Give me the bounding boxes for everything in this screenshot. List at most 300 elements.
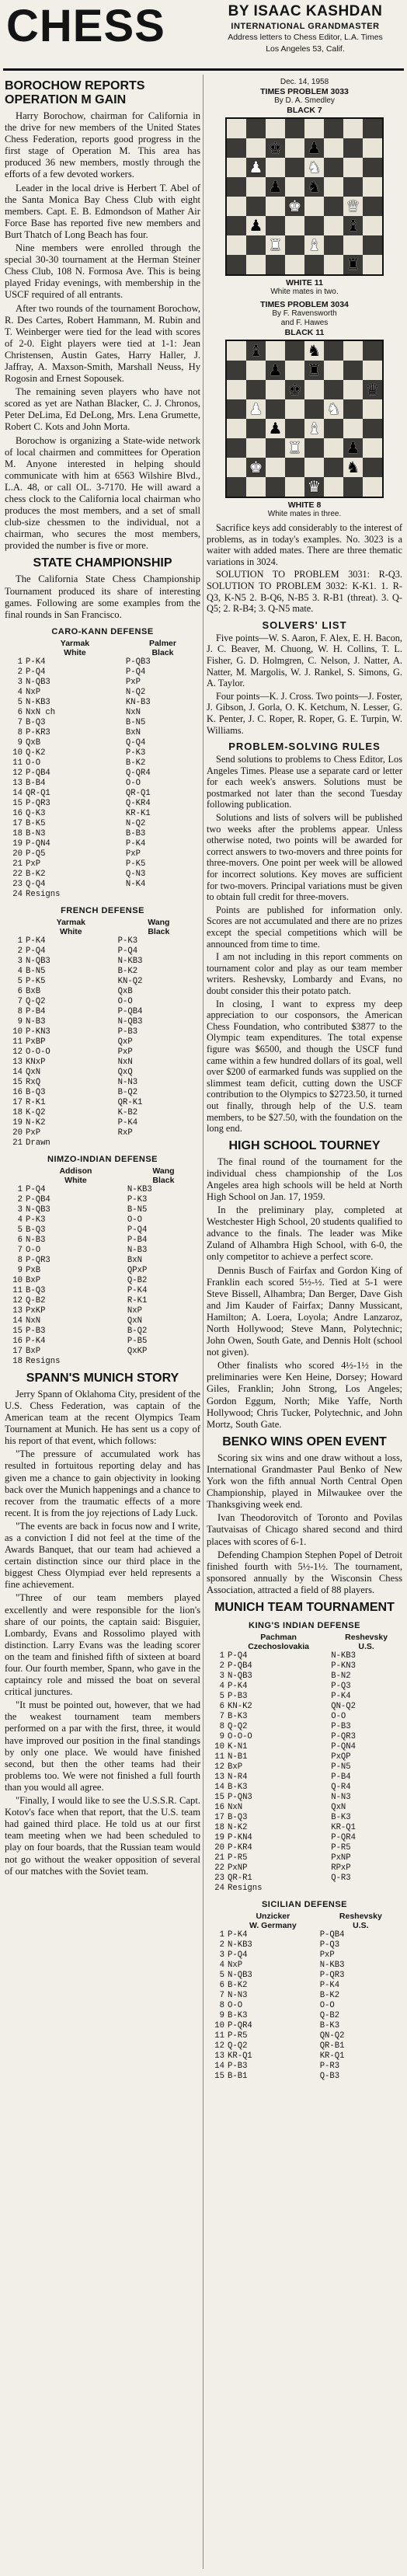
black-move: Q-KR4 (125, 798, 151, 808)
move-number: 12 (214, 2041, 224, 2051)
board-square (304, 458, 324, 477)
board-square (304, 419, 324, 438)
paragraph: In closing, I want to express my deep appreciation to our cosponsors, the American Chess Foundation, who contributed $3877 to the Olympic team expenditures. The total expense figure was $6500, and though the USCF fund came within a few hundred dollars of its goal, well over $200 of earmarked funds was supplied on the slimmest team deficit, cutting down the USCF contribution to the Olympics to $2723.50, it turned out finally, through help of the U.S. team members, to be $27.50, with the foundation on the long end. (207, 998, 402, 1135)
paragraph: Points are published for information only. Scores are not accumulated and there are no prizes except the special competitions which will be announced from time to time. (207, 904, 402, 950)
white-move: P-B3 (26, 1326, 46, 1336)
white-move: B-K2 (228, 1980, 248, 1990)
move-row (5, 987, 200, 997)
white-move: P-K4 (26, 1336, 46, 1346)
black-move (127, 1357, 200, 1367)
board-square (266, 177, 285, 197)
move-number: 11 (12, 758, 23, 768)
white-move: B-B1 (228, 2071, 248, 2081)
white-move: B-N5 (26, 966, 46, 976)
white-move: N-QB3 (26, 956, 50, 966)
move-number: 4 (17, 687, 23, 697)
board-square (304, 158, 324, 177)
players-row (207, 1912, 402, 1921)
move-row (5, 977, 200, 987)
board-square (246, 255, 266, 274)
black-move: P-K3 (127, 1194, 148, 1204)
black-move: B-N2 (331, 1671, 351, 1681)
board-square (343, 216, 363, 235)
white-move: N-K2 (26, 1117, 46, 1128)
white-move: NxP (26, 687, 41, 697)
white-move: P-Q4 (228, 1651, 248, 1661)
move-number: 8 (17, 1006, 23, 1016)
move-number: 20 (214, 1842, 224, 1853)
black-move: P-R3 (319, 2061, 340, 2071)
move-row (207, 1752, 402, 1762)
board-square (227, 138, 246, 158)
section-headline: SPANN'S MUNICH STORY (26, 1371, 179, 1385)
move-number-header (5, 1166, 25, 1176)
white-move: N-QB3 (26, 677, 50, 687)
board-square (266, 138, 285, 158)
board-square (266, 119, 285, 138)
white-move: P-K4 (26, 936, 46, 946)
paragraph: Other finalists who scored 4½-1½ in the preliminaries were Ken Heine, Dorsey; Howard Giles, Franklin; John Strong, Los Angeles; Gordon Eggum, North; Mike Yaffe, North Hollywood; Chris Tucker, Polytechnic, and John Mortz, South Gate. (207, 1360, 402, 1430)
black-move: B-K2 (319, 1990, 340, 2000)
move-row (5, 1225, 200, 1236)
black-move: P-R5 (331, 1842, 351, 1853)
board-square (266, 255, 285, 274)
white-move: P-B3 (228, 2061, 248, 2071)
board-square (304, 477, 324, 497)
board-square (285, 399, 304, 419)
black-move: P-Q3 (331, 1681, 351, 1691)
black-move: PxP (117, 1047, 133, 1057)
board-square (285, 438, 304, 458)
players-row (5, 1166, 200, 1176)
black-move: N-K4 (125, 879, 146, 889)
board-square (324, 399, 343, 419)
move-row (5, 1128, 200, 1138)
move-row (207, 2051, 402, 2062)
board-square (227, 438, 246, 458)
board-square (285, 458, 304, 477)
white-move: NxN ch (26, 707, 56, 717)
black-pawn-icon: ♟ (249, 216, 263, 235)
black-move: PxNP (331, 1853, 351, 1863)
black-move: QxN (331, 1802, 346, 1812)
white-move: K-N1 (228, 1741, 248, 1752)
player-name: White (64, 1175, 87, 1185)
black-move: N-N3 (331, 1792, 351, 1802)
board-square (343, 341, 363, 361)
black-move: PxQP (331, 1752, 351, 1762)
move-row (207, 1833, 402, 1843)
player-name: Pachman (260, 1632, 297, 1642)
move-row (207, 1793, 402, 1803)
white-move: P-QN3 (228, 1792, 252, 1802)
white-move: P-Q4 (26, 1184, 46, 1194)
black-pawn-icon: ♟ (307, 138, 322, 157)
move-number: 21 (12, 1138, 23, 1148)
players-row (207, 1921, 402, 1930)
white-move: K-Q2 (26, 1107, 46, 1117)
move-row (207, 1671, 402, 1682)
move-number: 16 (214, 1802, 224, 1812)
white-move: P-KN4 (228, 1832, 252, 1842)
move-row (5, 1316, 200, 1326)
move-number: 8 (219, 1721, 224, 1731)
player-name: Wang (148, 917, 170, 927)
byline-block (208, 3, 402, 54)
move-row (5, 698, 200, 708)
move-number: 10 (214, 1741, 224, 1752)
opening-name: FRENCH DEFENSE (61, 905, 144, 915)
white-move: B-Q3 (26, 1087, 46, 1097)
move-row (207, 2031, 402, 2041)
move-number: 19 (214, 1832, 224, 1842)
board-square (285, 255, 304, 274)
board-square (363, 138, 382, 158)
player-name: White (64, 647, 86, 657)
move-row (207, 2072, 402, 2082)
move-number: 6 (219, 1980, 224, 1990)
player-name: Black (152, 1175, 175, 1185)
opening-name: CARO-KANN DEFENSE (51, 626, 154, 636)
black-move: B-N5 (125, 717, 146, 727)
board-square (285, 419, 304, 438)
board-square (285, 158, 304, 177)
board-square (227, 419, 246, 438)
board-square (304, 361, 324, 380)
black-bishop-icon: ♝ (346, 216, 360, 235)
black-move: B-Q2 (117, 1087, 138, 1097)
player-name: Czechoslovakia (248, 1641, 309, 1651)
move-row (5, 1088, 200, 1098)
white-move: P-QN4 (26, 838, 50, 849)
black-move: P-QB3 (125, 657, 151, 667)
board-square (246, 399, 266, 419)
white-move: BxP (26, 1275, 41, 1285)
white-move: Q-B2 (26, 1295, 46, 1305)
move-row (5, 688, 200, 698)
game-score (5, 1155, 200, 1367)
move-row (5, 1215, 200, 1225)
board-square (363, 438, 382, 458)
white-move: QR-R1 (228, 1873, 252, 1883)
move-row (207, 2041, 402, 2051)
board-square (266, 477, 285, 497)
move-row (5, 1027, 200, 1037)
move-row (207, 2062, 402, 2072)
move-number: 2 (17, 946, 23, 956)
white-move: N-QB3 (228, 1970, 252, 1980)
black-move: P-QB4 (117, 1006, 143, 1016)
move-number: 14 (12, 1316, 23, 1326)
black-move: P-QR4 (331, 1832, 357, 1842)
black-move: QxQ (117, 1067, 133, 1077)
move-number: 21 (214, 1853, 224, 1863)
move-number: 4 (219, 1681, 224, 1691)
move-number: 18 (214, 1822, 224, 1832)
move-number: 23 (12, 879, 23, 889)
white-move: B-Q3 (228, 1812, 248, 1822)
paragraph: Defending Champion Stephen Popel of Detroit finished fourth with 5½-1½. The tournament, sponsored annually by the Wisconsin Chess Association, attracted a field of 88 players. (207, 1549, 402, 1595)
move-number: 22 (214, 1863, 224, 1873)
move-row (207, 1991, 402, 2001)
white-move: P-KR4 (228, 1842, 252, 1853)
paragraph: The California State Chess Championship Tournament produced its share of interesting games. Following are some examples from the final rounds in San Francisco. (5, 573, 200, 620)
move-number: 20 (12, 1128, 23, 1138)
white-move: P-QR3 (26, 1255, 50, 1265)
players-row (5, 918, 200, 927)
move-number: 10 (12, 1275, 23, 1285)
move-row (5, 1286, 200, 1296)
section-headline: MUNICH TEAM TOURNAMENT (214, 1600, 395, 1614)
black-move: QR-K1 (117, 1097, 143, 1107)
board-square (246, 177, 266, 197)
move-row (5, 839, 200, 849)
move-row (207, 1783, 402, 1793)
move-row (207, 2021, 402, 2031)
board-square (324, 341, 343, 361)
white-move: P-K5 (26, 976, 46, 986)
move-row (207, 1651, 402, 1661)
move-row (207, 1762, 402, 1773)
black-pawn-icon: ♟ (346, 438, 360, 457)
board-square (246, 197, 266, 216)
paragraph: After two rounds of the tournament Borochow, R. Des Cartes, Robert Hammann, M. Rubin and T. Weinberger were tied for the lead with scores of 2-0. Eight players were tied at 1-1: Jean Christensen, Austin Gates, Harry Haller, J. Jaffray, A. Maxson-Smith, Marshall Neuss, Hy Rogosin and Ernest Sopousek. (5, 302, 200, 385)
player-name: Palmer (148, 638, 176, 648)
problem-title: TIMES PROBLEM 3033 (260, 87, 349, 96)
white-move: QxN (26, 1067, 41, 1077)
white-move: N-QB3 (26, 1204, 50, 1215)
black-move: P-QR3 (319, 1970, 345, 1980)
board-square (246, 477, 266, 497)
paragraph: Nine members were enrolled through the special 30-30 tournament at the Herman Steiner Chess Club, 108 N. Formosa Ave. This is being played Friday evenings, with membership in the USCF required of all entrants. (5, 242, 200, 301)
chessboard (225, 117, 384, 276)
move-number-header (207, 1633, 227, 1642)
move-number: 5 (17, 697, 23, 707)
white-move: BxP (228, 1762, 243, 1772)
move-row (207, 1732, 402, 1742)
black-pawn-icon: ♟ (268, 361, 283, 379)
move-number: 18 (12, 828, 23, 838)
black-move (125, 890, 200, 900)
move-number: 1 (219, 1651, 224, 1661)
white-move: B-Q3 (26, 1225, 46, 1235)
black-knight-icon: ♞ (307, 177, 322, 196)
white-move: Resigns (228, 1883, 263, 1893)
right-column (207, 75, 402, 2569)
move-number: 22 (12, 869, 23, 879)
black-move: P-Q4 (127, 1225, 148, 1235)
move-row (5, 936, 200, 946)
black-move: Q-Q4 (125, 737, 146, 748)
white-rook-icon: ♜ (268, 235, 283, 254)
move-number: 10 (214, 2020, 224, 2030)
moves-table (5, 1166, 200, 1367)
move-row (207, 1692, 402, 1702)
move-number: 15 (214, 2071, 224, 2081)
board-square (363, 458, 382, 477)
section-headline: BENKO WINS OPEN EVENT (222, 1434, 387, 1448)
black-move: Q-N3 (125, 869, 146, 879)
move-number: 3 (219, 1950, 224, 1960)
white-move: QxB (26, 737, 41, 748)
board-square (304, 216, 324, 235)
white-move: B-K3 (228, 2010, 248, 2020)
board-square (324, 419, 343, 438)
move-number: 4 (17, 1215, 23, 1225)
board-square (246, 119, 266, 138)
white-queen-icon: ♛ (346, 197, 360, 215)
move-number: 18 (12, 1356, 23, 1366)
black-move: P-QN4 (331, 1741, 357, 1752)
black-move: O-O (331, 1711, 346, 1721)
black-move: P-B3 (331, 1721, 351, 1731)
black-knight-icon: ♞ (346, 458, 360, 476)
move-number-header (5, 639, 25, 648)
black-move: Q-R4 (331, 1782, 351, 1792)
board-square (227, 177, 246, 197)
board-square (246, 138, 266, 158)
article-body (5, 110, 200, 552)
move-row (5, 1138, 200, 1149)
white-move: R-K1 (26, 1097, 46, 1107)
black-move: KN-Q2 (117, 976, 143, 986)
white-move: P-R5 (228, 1853, 248, 1863)
move-row (5, 1098, 200, 1108)
move-number: 3 (17, 1204, 23, 1215)
black-move: P-K4 (117, 1117, 138, 1128)
move-number: 10 (12, 748, 23, 758)
paragraph: SOLUTION TO PROBLEM 3031: R-Q3. SOLUTION TO PROBLEM 3032: K-K1. 1. R-Q3, K-N5 2. B-Q6, N-B5 3. R-B1 (threat). 3. Q-Q5; 2. R-B4; 3. Q-N5 mate. (207, 569, 402, 615)
board-square (266, 235, 285, 255)
move-row (5, 1195, 200, 1205)
board-square (227, 255, 246, 274)
player-name: Yarmak (56, 917, 86, 927)
board-square (285, 216, 304, 235)
address-line-1: Address letters to Chess Editor, L.A. Times (228, 33, 383, 42)
move-number: 7 (17, 996, 23, 1006)
board-square (285, 477, 304, 497)
white-move: O-O-O (26, 1047, 50, 1057)
move-number: 15 (12, 1077, 23, 1087)
move-number: 16 (12, 1087, 23, 1097)
white-move: P-Q5 (26, 849, 46, 859)
problem-title: TIMES PROBLEM 3034 (260, 300, 349, 309)
white-move: P-QB4 (26, 1194, 50, 1204)
white-move: KN-K2 (228, 1701, 252, 1711)
move-number: 19 (12, 1117, 23, 1128)
white-move: O-O (26, 1245, 41, 1255)
board-square (266, 341, 285, 361)
move-row (207, 1843, 402, 1853)
board-square (363, 477, 382, 497)
board-square (227, 158, 246, 177)
move-row (207, 1863, 402, 1874)
board-square (304, 341, 324, 361)
move-number: 3 (219, 1671, 224, 1681)
board-square (343, 477, 363, 497)
white-king-icon: ♚ (249, 458, 263, 476)
white-move: P-K4 (228, 1929, 248, 1940)
player-name: U.S. (358, 1641, 374, 1651)
white-move: B-K5 (26, 818, 46, 828)
move-number: 16 (12, 1336, 23, 1346)
player-name: Yarmak (60, 638, 90, 648)
white-move: N-KB3 (26, 697, 50, 707)
black-move: NxN (117, 1057, 133, 1067)
black-move: QxP (117, 1037, 133, 1047)
white-move: P-QR3 (26, 798, 50, 808)
board-square (285, 177, 304, 197)
white-move: KNxP (26, 1057, 46, 1067)
white-move: PxNP (228, 1863, 248, 1873)
black-move: P-Q4 (117, 946, 138, 956)
move-number: 12 (12, 1295, 23, 1305)
black-move: N-Q2 (125, 818, 146, 828)
move-row (5, 728, 200, 738)
player-name: Black (151, 647, 174, 657)
white-move: Q-K3 (26, 808, 46, 818)
white-move: B-K3 (228, 1782, 248, 1792)
white-move: O-O (228, 2000, 243, 2010)
black-move: KR-Q1 (319, 2051, 345, 2061)
black-move: RxP (117, 1128, 133, 1138)
paragraph: "It must be pointed out, however, that we had the weakest tournament team members performed on a par with the first, three, it would have improved our position in the final standings by only one place. We would have finished second, but then the other teams had their problems too. We were not finished a full fourth than you would all agree. (5, 1699, 200, 1793)
board-square (304, 255, 324, 274)
move-number: 5 (17, 976, 23, 986)
board-square (324, 119, 343, 138)
board-square (324, 138, 343, 158)
white-move: B-N3 (26, 828, 46, 838)
move-row (207, 1803, 402, 1813)
player-name: Reshevsky (345, 1632, 388, 1642)
board-square (343, 361, 363, 380)
black-move: B-B3 (125, 828, 146, 838)
moves-table (5, 639, 200, 900)
players-row (207, 1633, 402, 1642)
white-move: P-K4 (228, 1681, 248, 1691)
white-bishop-icon: ♝ (307, 235, 322, 254)
board-square (266, 380, 285, 399)
move-number: 3 (17, 956, 23, 966)
move-number-header (5, 648, 25, 657)
move-row (207, 1742, 402, 1752)
move-row (207, 1981, 402, 1991)
white-move: N-QB3 (228, 1671, 252, 1681)
move-number: 2 (219, 1661, 224, 1671)
white-move: Resigns (26, 1356, 61, 1366)
white-king-icon: ♚ (287, 197, 302, 215)
move-number: 18 (12, 1107, 23, 1117)
board-square (324, 235, 343, 255)
board-square (285, 341, 304, 361)
black-move: Q-B2 (127, 1275, 148, 1285)
black-move: QxN (127, 1316, 142, 1326)
white-move: RxQ (26, 1077, 41, 1087)
paragraph: The final round of the tournament for the individual chess championship of the Los Angeles area high schools will be held at North High School on Jan. 17, 1959. (207, 1156, 402, 1202)
black-move: P-K4 (319, 1980, 340, 1990)
move-row (5, 1068, 200, 1078)
black-move: P-K4 (331, 1691, 351, 1701)
white-move: PxP (26, 1128, 41, 1138)
move-number: 5 (219, 1970, 224, 1980)
section-headline: SOLVERS' LIST (262, 619, 347, 631)
black-move: PxP (319, 1950, 335, 1960)
black-move: QxKP (127, 1346, 148, 1356)
black-move: N-KB3 (319, 1960, 345, 1970)
move-number: 12 (12, 1047, 23, 1057)
move-row (5, 789, 200, 799)
move-number: 17 (12, 1097, 23, 1107)
